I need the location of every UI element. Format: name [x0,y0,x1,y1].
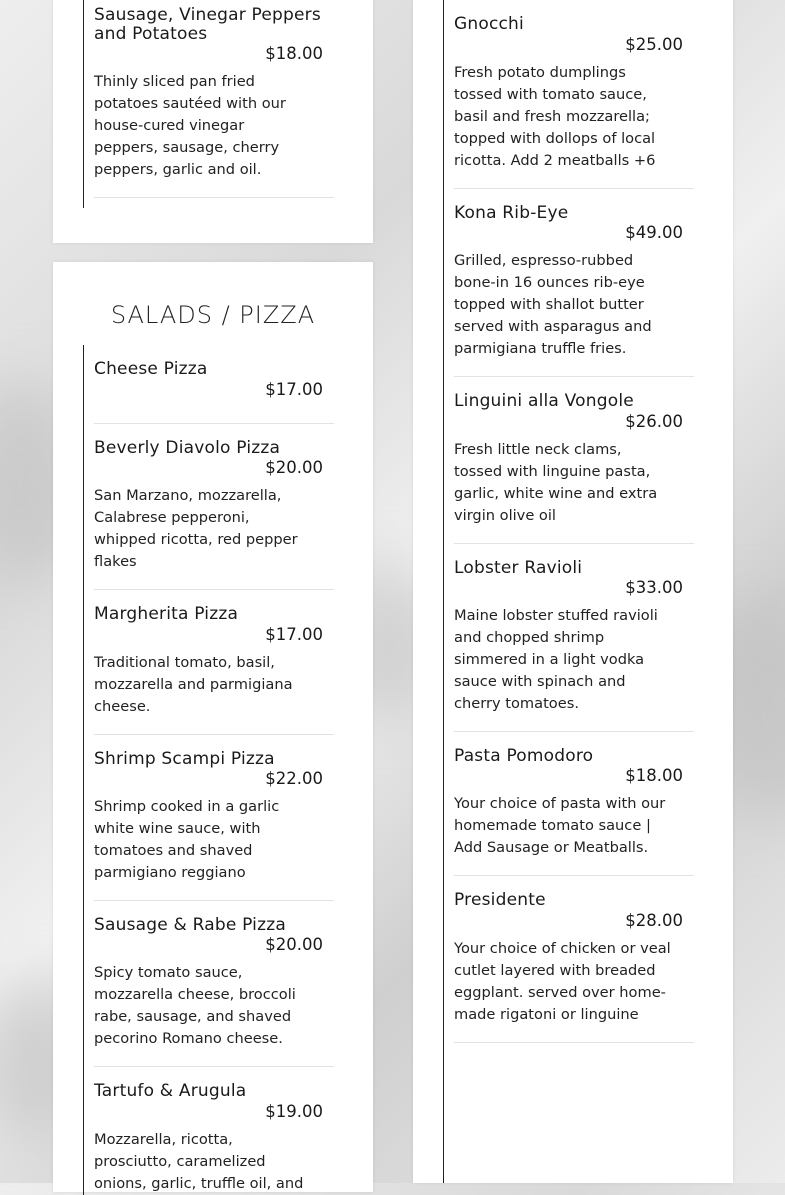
item-description: Mozzarella, ricotta, prosciutto, caramelized onions, garlic, truffle oil, and [94,1131,304,1192]
item-description: Maine lobster stuffed ravioli and chopped shrimp simmered in a light vodka sauce with spinach and cherry tomatoes. [454,607,658,712]
item-divider [454,543,694,544]
item-name: Linguini alla Vongole [454,391,634,411]
item-price: $49.00 [625,223,683,242]
item-description: Your choice of chicken or veal cutlet layered with breaded eggplant. served over home-made rigatoni or linguine [454,940,671,1023]
item-name: Sausage & Rabe Pizza [94,915,286,935]
item-description: Shrimp cooked in a garlic white wine sauce, with tomatoes and shaved parmigiano reggiano [94,798,280,881]
item-description: Traditional tomato, basil, mozzarella and parmigiana cheese. [94,654,293,715]
item-price: $17.00 [265,625,323,644]
item-price: $18.00 [265,44,323,63]
item-name: Shrimp Scampi Pizza [94,749,275,769]
item-name: Cheese Pizza [94,359,208,379]
item-divider [94,589,334,590]
item-price: $18.00 [625,766,683,785]
item-divider [454,731,694,732]
item-name: Sausage, Vinegar Peppers and Potatoes [94,5,321,44]
item-divider [94,423,334,424]
menu-card-right [413,0,733,1183]
item-name: Kona Rib-Eye [454,203,569,223]
section-title: SALADS / PIZZA [110,301,316,329]
item-price: $33.00 [625,578,683,597]
item-description: Your choice of pasta with our homemade tomato sauce | Add Sausage or Meatballs. [454,795,666,856]
item-description: Spicy tomato sauce, mozzarella cheese, broccoli rabe, sausage, and shaved pecorino Romano cheese. [94,964,296,1047]
menu-card-top-left [53,0,373,243]
item-price: $20.00 [265,935,323,954]
item-price: $28.00 [625,911,683,930]
item-name: Tartufo & Arugula [94,1081,247,1101]
item-name: Margherita Pizza [94,604,239,624]
item-description: Fresh potato dumplings tossed with tomato sauce, basil and fresh mozzarella; topped with dollops of local ricotta. Add 2 meatballs +6 [454,64,656,169]
item-divider [454,1042,694,1043]
item-description: Grilled, espresso-rubbed bone-in 16 ounces rib-eye topped with shallot butter served with asparagus and parmigiana truffle fries. [454,252,652,357]
item-divider [454,188,694,189]
item-description: Fresh little neck clams, tossed with linguine pasta, garlic, white wine and extra virgin olive oil [454,441,658,524]
item-price: $17.00 [265,380,323,399]
item-description: San Marzano, mozzarella, Calabrese pepperoni, whipped ricotta, red pepper flakes [94,487,298,570]
item-divider [94,197,334,198]
item-name: Gnocchi [454,14,524,34]
item-price: $26.00 [625,412,683,431]
item-price: $19.00 [265,1102,323,1121]
item-description: Thinly sliced pan fried potatoes sautéed with our house-cured vinegar peppers, sausage, cherry peppers, garlic and oil. [94,73,286,178]
item-price: $22.00 [265,769,323,788]
item-divider [94,1066,334,1067]
item-divider [454,875,694,876]
item-divider [94,900,334,901]
card-rail [83,0,84,208]
item-divider [454,376,694,377]
card-rail [83,345,84,1195]
item-name: Presidente [454,890,546,910]
item-price: $25.00 [625,35,683,54]
item-name: Beverly Diavolo Pizza [94,438,281,458]
item-price: $20.00 [265,458,323,477]
item-name: Pasta Pomodoro [454,746,594,766]
item-divider [94,734,334,735]
menu-card-salads-pizza [53,262,373,1192]
item-name: Lobster Ravioli [454,558,583,578]
card-rail [443,0,444,1183]
